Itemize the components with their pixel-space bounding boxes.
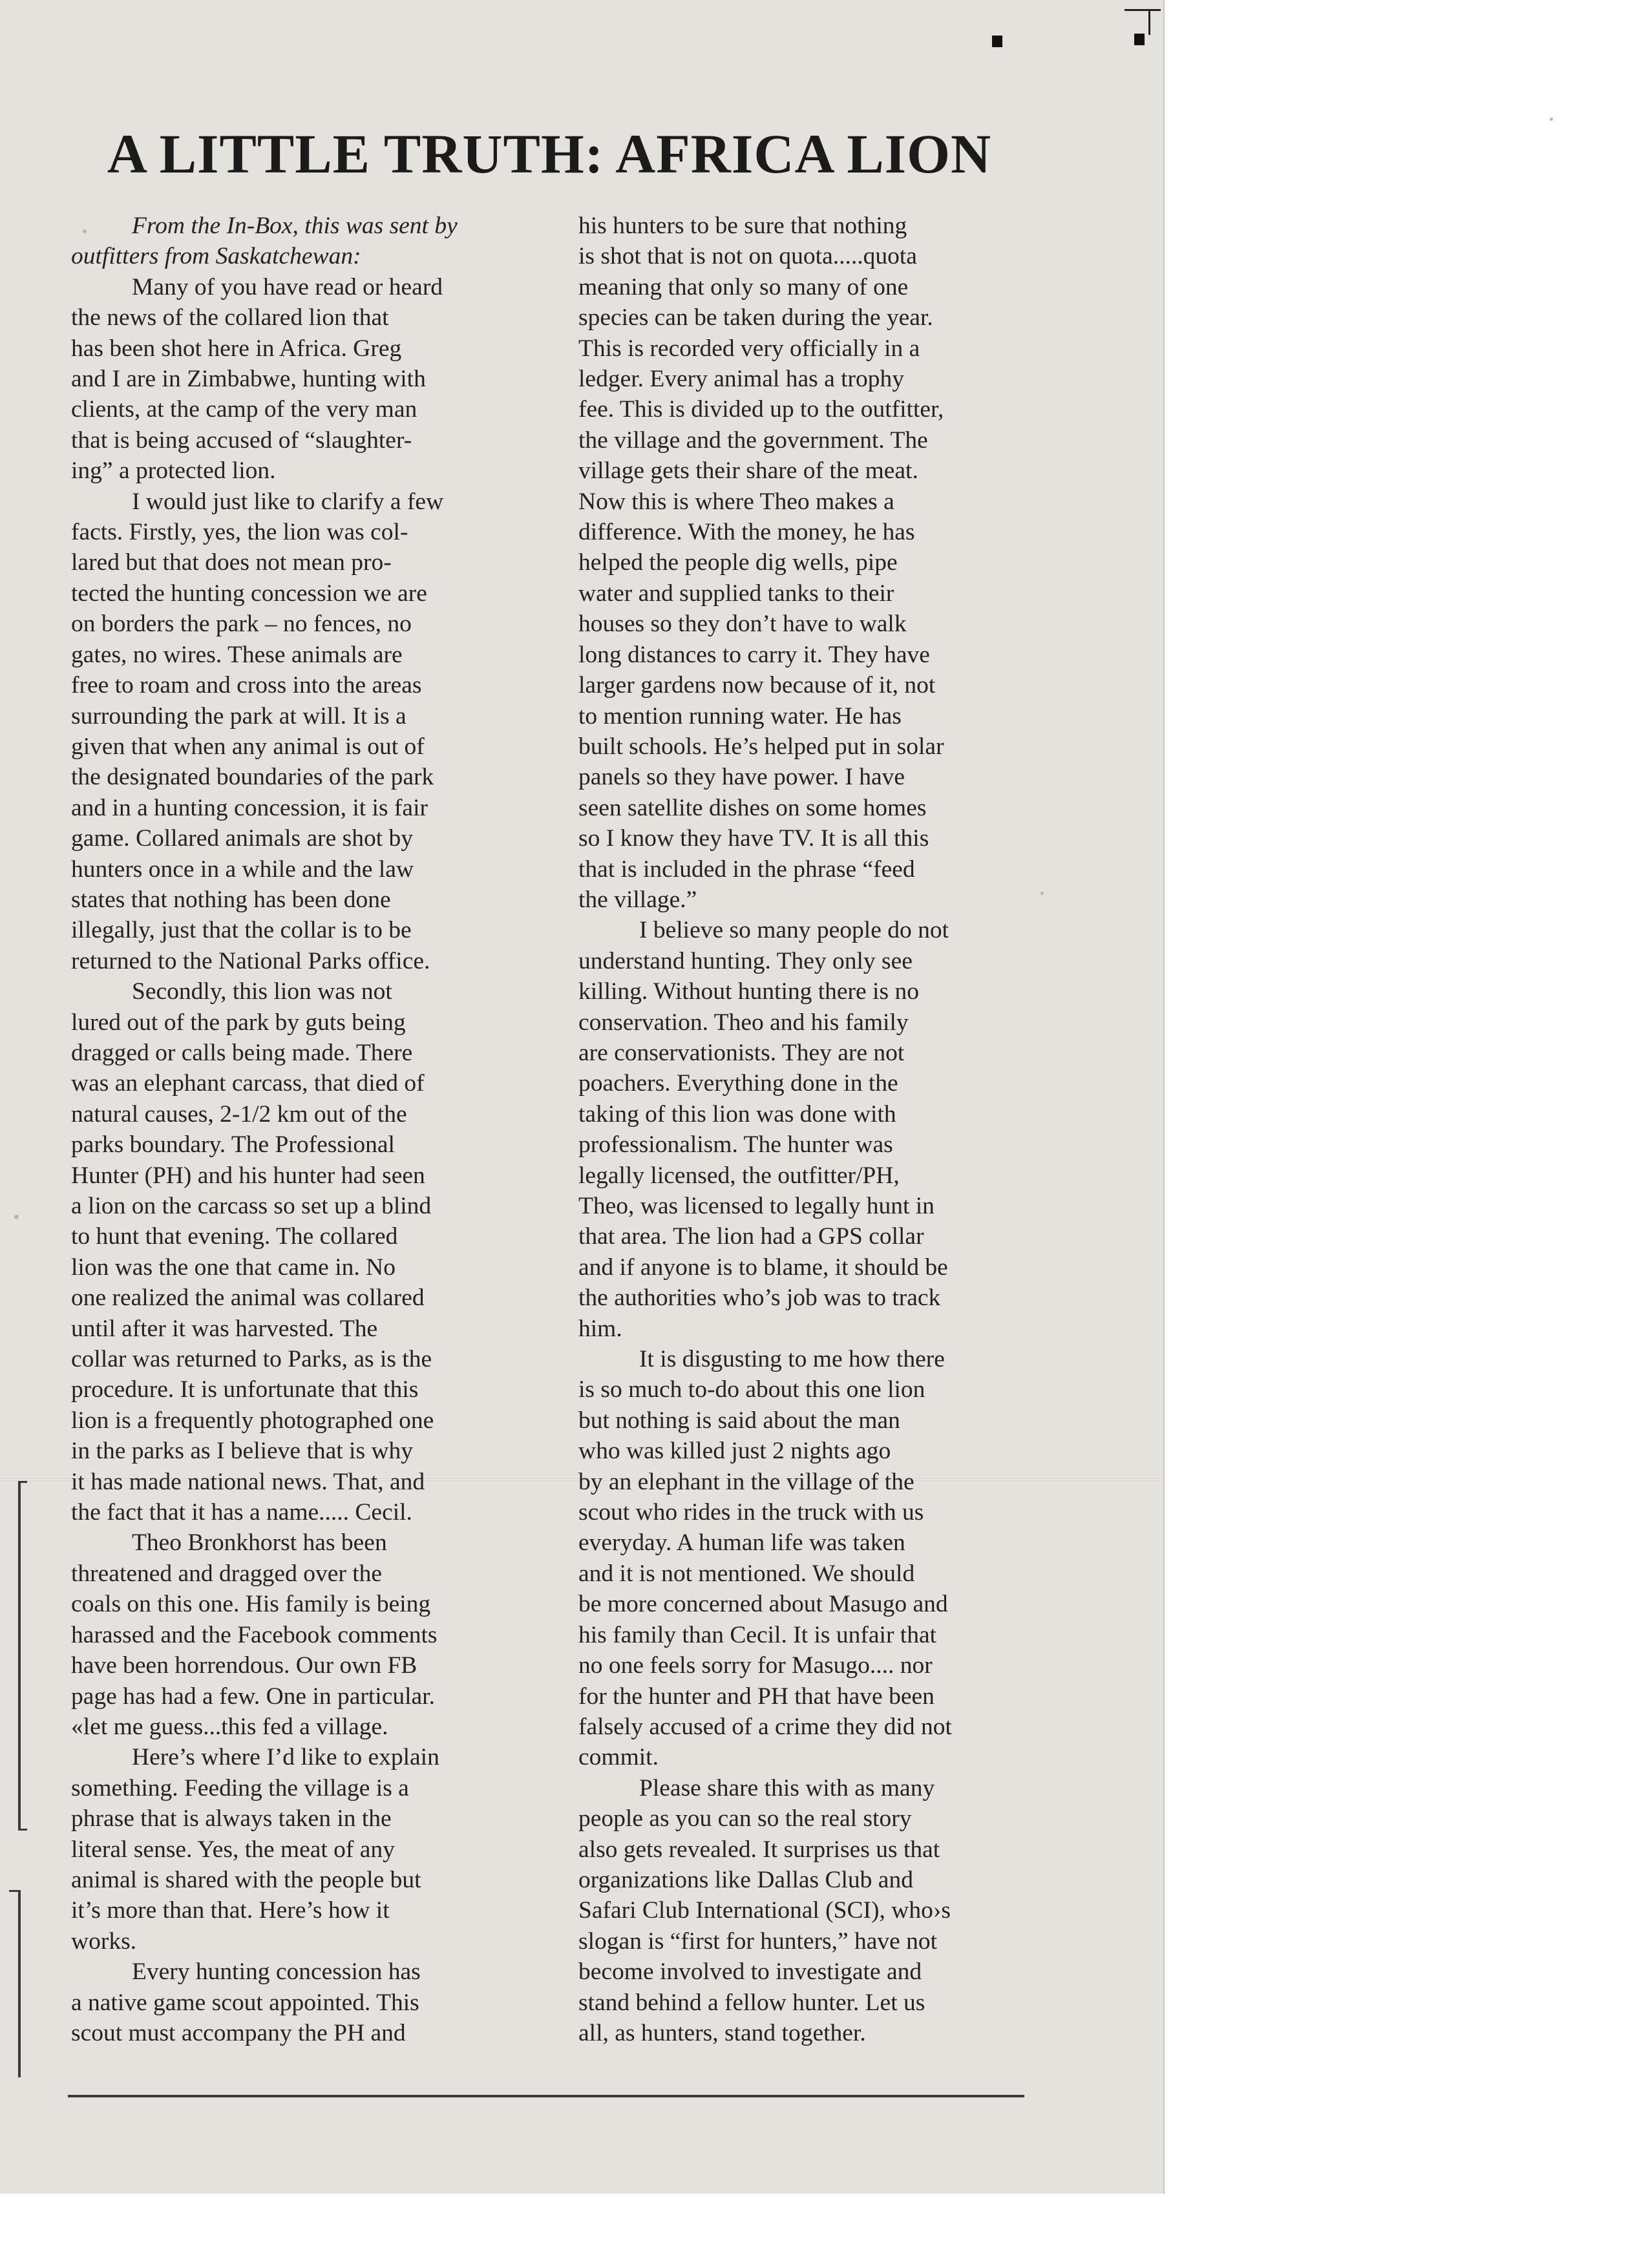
- text-line: I would just like to clarify a few: [132, 488, 444, 515]
- text-line: the fact that it has a name..... Cecil.: [71, 1499, 412, 1526]
- text-line: difference. With the money, he has: [578, 519, 915, 546]
- text-line: Now this is where Theo makes a: [578, 488, 894, 515]
- text-line: village gets their share of the meat.: [578, 457, 918, 485]
- text-line: dragged or calls being made. There: [71, 1039, 413, 1066]
- text-line: is so much to-do about this one lion: [578, 1376, 925, 1403]
- text-line: I believe so many people do not: [639, 917, 949, 944]
- text-line: Theo, was licensed to legally hunt in: [578, 1193, 935, 1219]
- text-line: professionalism. The hunter was: [578, 1131, 893, 1159]
- text-line: the designated boundaries of the park: [71, 764, 434, 791]
- text-line: built schools. He’s helped put in solar: [578, 733, 944, 760]
- text-line: him.: [578, 1315, 622, 1342]
- text-line: natural causes, 2-1/2 km out of the: [71, 1100, 407, 1128]
- text-line: are conservationists. They are not: [578, 1039, 905, 1066]
- text-line: This is recorded very officially in a: [578, 335, 920, 362]
- text-line: Theo Bronkhorst has been: [132, 1529, 387, 1557]
- article-column-right: [578, 211, 1041, 2048]
- text-line: on borders the park – no fences, no: [71, 611, 412, 638]
- text-line: and if anyone is to blame, it should be: [578, 1254, 948, 1281]
- text-line: panels so they have power. I have: [578, 764, 905, 791]
- text-line: Secondly, this lion was not: [132, 978, 392, 1005]
- text-line: be more concerned about Masugo and: [578, 1591, 948, 1618]
- text-line: collar was returned to Parks, as is the: [71, 1346, 432, 1373]
- text-line: tected the hunting concession we are: [71, 580, 427, 607]
- paper-speck: [1550, 118, 1553, 121]
- text-line: Here’s where I’d like to explain: [132, 1744, 439, 1771]
- text-line: hunters once in a while and the law: [71, 856, 414, 883]
- text-line: larger gardens now because of it, not: [578, 672, 936, 699]
- text-line: water and supplied tanks to their: [578, 580, 894, 607]
- text-line: fee. This is divided up to the outfitter,: [578, 396, 944, 423]
- text-line: the authorities who’s job was to track: [578, 1285, 941, 1312]
- text-line: Hunter (PH) and his hunter had seen: [71, 1162, 425, 1189]
- crop-line: [1125, 9, 1161, 11]
- text-line: falsely accused of a crime they did not: [578, 1713, 952, 1740]
- text-line: surrounding the park at will. It is a: [71, 702, 407, 730]
- paper-speck: [14, 1215, 19, 1219]
- text-line: returned to the National Parks office.: [71, 947, 430, 974]
- text-line: and I are in Zimbabwe, hunting with: [71, 366, 426, 393]
- text-line: is shot that is not on quota.....quota: [578, 243, 917, 270]
- article-headline: A LITTLE TRUTH: AFRICA LION: [107, 123, 992, 185]
- text-line: «let me guess...this fed a village.: [71, 1713, 388, 1740]
- text-line: lared but that does not mean pro-: [71, 549, 392, 576]
- text-line: everyday. A human life was taken: [578, 1529, 905, 1557]
- text-line: species can be taken during the year.: [578, 304, 933, 331]
- text-line: to mention running water. He has: [578, 702, 902, 730]
- text-line: Many of you have read or heard: [132, 273, 443, 300]
- text-line: long distances to carry it. They have: [578, 641, 930, 668]
- text-line: It is disgusting to me how there: [639, 1346, 945, 1373]
- text-line: coals on this one. His family is being: [71, 1591, 431, 1618]
- column-rule: [18, 1829, 27, 1831]
- text-line: the news of the collared lion that: [71, 304, 389, 331]
- text-line: ledger. Every animal has a trophy: [578, 366, 904, 393]
- text-line: a native game scout appointed. This: [71, 1989, 419, 2016]
- text-line: one realized the animal was collared: [71, 1285, 425, 1312]
- text-line: that area. The lion had a GPS collar: [578, 1223, 924, 1250]
- text-line: From the In-Box, this was sent by: [132, 213, 458, 239]
- paper-speck: [1041, 892, 1044, 895]
- column-rule: [18, 1481, 21, 1830]
- text-line: that is included in the phrase “feed: [578, 856, 915, 883]
- text-line: understand hunting. They only see: [578, 947, 913, 974]
- text-line: that is being accused of “slaughter-: [71, 426, 412, 454]
- text-line: in the parks as I believe that is why: [71, 1438, 414, 1465]
- bottom-rule: [68, 2095, 1024, 2097]
- text-line: until after it was harvested. The: [71, 1315, 378, 1342]
- text-line: who was killed just 2 nights ago: [578, 1438, 891, 1465]
- text-line: lion was the one that came in. No: [71, 1254, 396, 1281]
- text-line: Please share this with as many: [639, 1774, 935, 1801]
- text-line: page has had a few. One in particular.: [71, 1683, 435, 1710]
- text-line: the village and the government. The: [578, 426, 928, 454]
- text-line: for the hunter and PH that have been: [578, 1683, 935, 1710]
- text-line: facts. Firstly, yes, the lion was col-: [71, 519, 408, 546]
- text-line: stand behind a fellow hunter. Let us: [578, 1989, 925, 2016]
- crop-mark: [992, 36, 1002, 47]
- text-line: game. Collared animals are shot by: [71, 825, 414, 852]
- text-line: it’s more than that. Here’s how it: [71, 1897, 390, 1924]
- text-line: animal is shared with the people but: [71, 1866, 421, 1893]
- text-line: organizations like Dallas Club and: [578, 1866, 913, 1893]
- text-line: Every hunting concession has: [132, 1958, 421, 1986]
- article-column-left: [71, 211, 543, 2048]
- text-line: conservation. Theo and his family: [578, 1009, 909, 1036]
- text-line: killing. Without hunting there is no: [578, 978, 919, 1005]
- text-line: no one feels sorry for Masugo.... nor: [578, 1652, 933, 1679]
- text-line: gates, no wires. These animals are: [71, 641, 403, 668]
- text-line: taking of this lion was done with: [578, 1100, 896, 1128]
- text-line: seen satellite dishes on some homes: [578, 794, 927, 821]
- text-line: helped the people dig wells, pipe: [578, 549, 898, 576]
- text-line: something. Feeding the village is a: [71, 1774, 409, 1801]
- text-line: was an elephant carcass, that died of: [71, 1070, 425, 1097]
- text-line: and in a hunting concession, it is fair: [71, 794, 428, 821]
- text-line: procedure. It is unfortunate that this: [71, 1376, 419, 1403]
- text-line: poachers. Everything done in the: [578, 1070, 898, 1097]
- text-line: meaning that only so many of one: [578, 273, 909, 300]
- text-line: have been horrendous. Our own FB: [71, 1652, 417, 1679]
- text-line: legally licensed, the outfitter/PH,: [578, 1162, 900, 1189]
- text-line: parks boundary. The Professional: [71, 1131, 395, 1159]
- text-line: but nothing is said about the man: [578, 1407, 900, 1434]
- text-line: by an elephant in the village of the: [578, 1468, 914, 1495]
- text-line: slogan is “first for hunters,” have not: [578, 1927, 938, 1955]
- text-line: works.: [71, 1927, 137, 1955]
- text-line: phrase that is always taken in the: [71, 1805, 392, 1832]
- text-line: so I know they have TV. It is all this: [578, 825, 929, 852]
- text-line: it has made national news. That, and: [71, 1468, 425, 1495]
- text-line: illegally, just that the collar is to be: [71, 917, 412, 944]
- text-line: Safari Club International (SCI), who›s: [578, 1897, 951, 1924]
- text-line: harassed and the Facebook comments: [71, 1621, 438, 1648]
- text-line: houses so they don’t have to walk: [578, 611, 907, 638]
- text-line: free to roam and cross into the areas: [71, 672, 422, 699]
- text-line: his hunters to be sure that nothing: [578, 213, 907, 239]
- text-line: also gets revealed. It surprises us that: [578, 1836, 940, 1863]
- text-line: commit.: [578, 1744, 659, 1771]
- text-line: his family than Cecil. It is unfair that: [578, 1621, 937, 1648]
- text-line: scout must accompany the PH and: [71, 2019, 406, 2046]
- crop-line: [1148, 9, 1150, 35]
- text-line: has been shot here in Africa. Greg: [71, 335, 402, 362]
- text-line: clients, at the camp of the very man: [71, 396, 417, 423]
- text-line: lured out of the park by guts being: [71, 1009, 406, 1036]
- text-line: become involved to investigate and: [578, 1958, 922, 1986]
- text-line: ing” a protected lion.: [71, 457, 276, 485]
- text-line: states that nothing has been done: [71, 886, 391, 913]
- text-line: the village.”: [578, 886, 697, 913]
- text-line: people as you can so the real story: [578, 1805, 912, 1832]
- crop-mark: [1134, 34, 1145, 45]
- column-rule: [9, 1890, 21, 1892]
- text-line: all, as hunters, stand together.: [578, 2019, 866, 2046]
- text-line: literal sense. Yes, the meat of any: [71, 1836, 395, 1863]
- column-rule: [18, 1481, 27, 1483]
- text-line: outfitters from Saskatchewan:: [71, 243, 361, 270]
- text-line: to hunt that evening. The collared: [71, 1223, 398, 1250]
- text-line: scout who rides in the truck with us: [578, 1499, 924, 1526]
- text-line: given that when any animal is out of: [71, 733, 425, 760]
- column-rule: [18, 1890, 21, 2077]
- text-line: a lion on the carcass so set up a blind: [71, 1193, 432, 1219]
- text-line: threatened and dragged over the: [71, 1560, 383, 1587]
- text-line: lion is a frequently photographed one: [71, 1407, 434, 1434]
- text-line: and it is not mentioned. We should: [578, 1560, 915, 1587]
